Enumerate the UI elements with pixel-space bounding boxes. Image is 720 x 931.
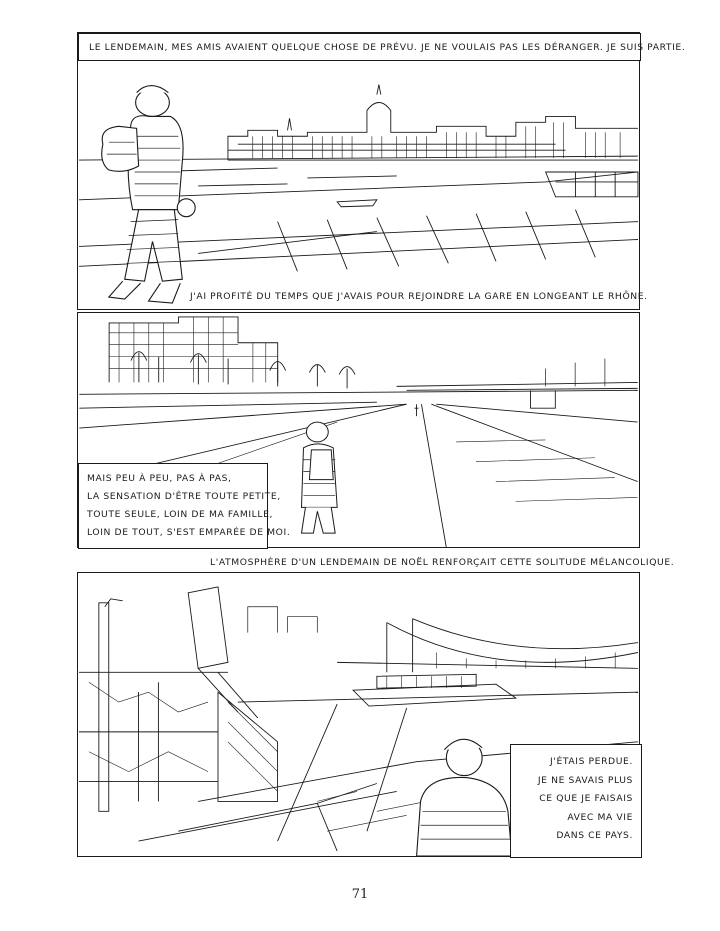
panel-riverside-skyline [77, 32, 686, 310]
caption-top-panel1: LE LENDEMAIN, MES AMIS AVAIENT QUELQUE CHOSE DE PRÉVU. JE NE VOULAIS PAS LES DÉRANGER. JE SUIS PARTIE. [78, 33, 641, 61]
page-number: 71 [351, 887, 369, 902]
caption-line: AVEC MA VIE [567, 811, 633, 823]
caption-line: MAIS PEU À PEU, PAS À PAS, [87, 473, 232, 484]
caption-box-panel2 [78, 463, 291, 549]
walking-child-figure [301, 422, 337, 533]
caption-line: CE QUE JE FAISAIS [539, 793, 633, 804]
caption-line: DANS CE PAYS. [556, 830, 633, 841]
standing-woman-figure [417, 739, 512, 856]
caption-line: JE NE SAVAIS PLUS [537, 774, 633, 786]
panel-quay-path [77, 312, 675, 568]
caption-line: TOUTE SEULE, LOIN DE MA FAMILLE, [87, 509, 274, 520]
caption-line: LOIN DE TOUT, S'EST EMPARÉE DE MOI. [87, 527, 291, 538]
caption-line: J'ÉTAIS PERDUE. [550, 756, 633, 767]
walking-woman-figure [102, 86, 195, 303]
caption-box-panel3 [510, 744, 642, 858]
caption-line: LA SENSATION D'ÊTRE TOUTE PETITE, [87, 491, 281, 502]
skyline-drawing [78, 33, 639, 309]
caption-bottom-panel1: J'AI PROFITÉ DU TEMPS QUE J'AVAIS POUR REJOINDRE LA GARE EN LONGEANT LE RHÔNE. [190, 291, 648, 302]
caption-bottom-panel2: L'ATMOSPHÈRE D'UN LENDEMAIN DE NOËL RENFORÇAIT CETTE SOLITUDE MÉLANCOLIQUE. [210, 557, 675, 568]
panel-pier-bridge [77, 572, 640, 857]
